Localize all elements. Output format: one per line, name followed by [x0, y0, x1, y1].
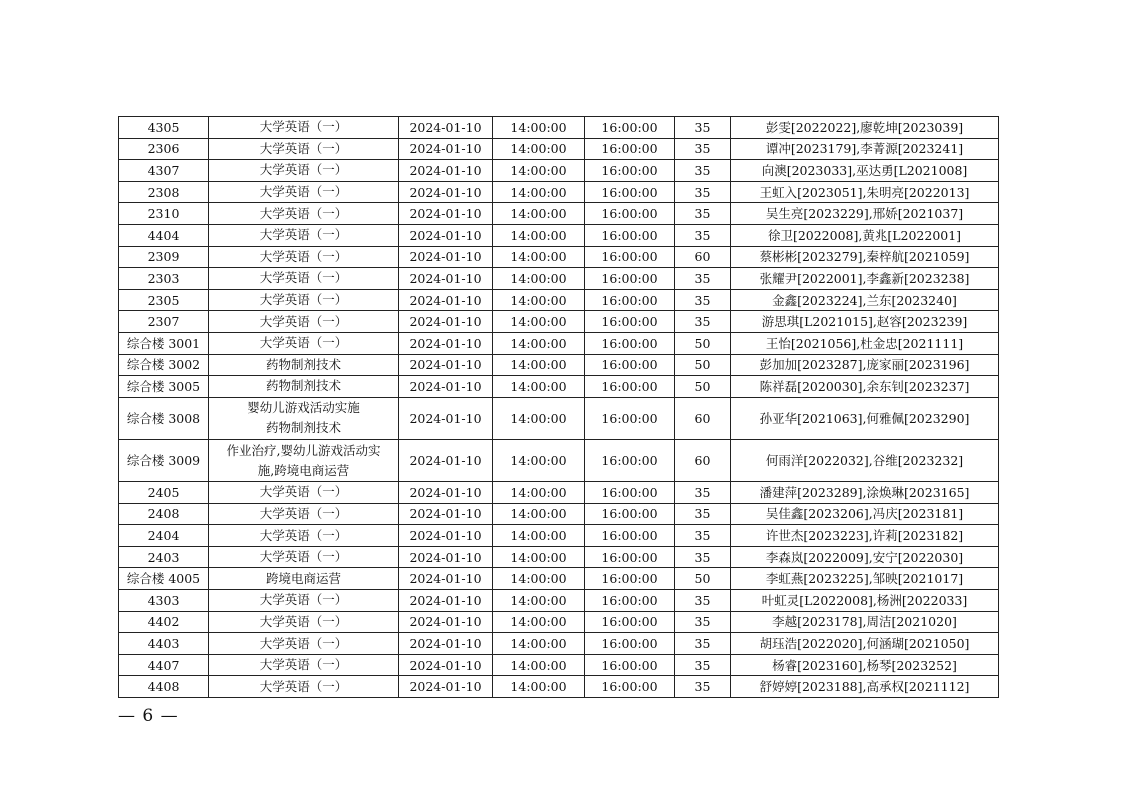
exam-room-cell: 4305 — [119, 117, 209, 139]
course-cell: 大学英语（一） — [209, 289, 399, 311]
exam-date-cell: 2024-01-10 — [399, 654, 493, 676]
table-row — [119, 482, 999, 504]
end-time-cell: 16:00:00 — [585, 611, 675, 633]
student-count-cell: 60 — [675, 246, 731, 268]
table-row — [119, 525, 999, 547]
exam-room-cell: 2308 — [119, 181, 209, 203]
start-time-cell: 14:00:00 — [493, 138, 585, 160]
exam-room-cell: 综合楼 3009 — [119, 439, 209, 481]
proctors-cell: 许世杰[2023223],许莉[2023182] — [731, 525, 999, 547]
table-row — [119, 397, 999, 439]
start-time-cell: 14:00:00 — [493, 503, 585, 525]
student-count-cell: 35 — [675, 117, 731, 139]
start-time-cell: 14:00:00 — [493, 160, 585, 182]
student-count-cell: 35 — [675, 289, 731, 311]
end-time-cell: 16:00:00 — [585, 117, 675, 139]
course-cell: 大学英语（一） — [209, 482, 399, 504]
end-time-cell: 16:00:00 — [585, 654, 675, 676]
table-row — [119, 332, 999, 354]
course-cell: 大学英语（一） — [209, 611, 399, 633]
exam-room-cell: 4403 — [119, 633, 209, 655]
course-cell: 大学英语（一） — [209, 268, 399, 290]
start-time-cell: 14:00:00 — [493, 568, 585, 590]
student-count-cell: 50 — [675, 332, 731, 354]
end-time-cell: 16:00:00 — [585, 354, 675, 376]
student-count-cell: 50 — [675, 354, 731, 376]
student-count-cell: 35 — [675, 503, 731, 525]
course-cell: 大学英语（一） — [209, 224, 399, 246]
exam-room-cell: 2403 — [119, 546, 209, 568]
exam-room-cell: 综合楼 3005 — [119, 376, 209, 398]
student-count-cell: 35 — [675, 633, 731, 655]
exam-date-cell: 2024-01-10 — [399, 376, 493, 398]
proctors-cell: 陈祥磊[2020030],余东钊[2023237] — [731, 376, 999, 398]
exam-date-cell: 2024-01-10 — [399, 311, 493, 333]
table-row — [119, 503, 999, 525]
end-time-cell: 16:00:00 — [585, 289, 675, 311]
student-count-cell: 35 — [675, 311, 731, 333]
course-cell: 大学英语（一） — [209, 503, 399, 525]
student-count-cell: 60 — [675, 439, 731, 481]
student-count-cell: 35 — [675, 676, 731, 698]
proctors-cell: 金鑫[2023224],兰东[2023240] — [731, 289, 999, 311]
table-row — [119, 354, 999, 376]
start-time-cell: 14:00:00 — [493, 268, 585, 290]
course-cell: 大学英语（一） — [209, 633, 399, 655]
student-count-cell: 35 — [675, 224, 731, 246]
end-time-cell: 16:00:00 — [585, 546, 675, 568]
exam-date-cell: 2024-01-10 — [399, 525, 493, 547]
table-row — [119, 633, 999, 655]
proctors-cell: 向澳[2023033],巫达勇[L2021008] — [731, 160, 999, 182]
student-count-cell: 35 — [675, 160, 731, 182]
exam-date-cell: 2024-01-10 — [399, 611, 493, 633]
exam-date-cell: 2024-01-10 — [399, 546, 493, 568]
course-cell: 大学英语（一） — [209, 654, 399, 676]
start-time-cell: 14:00:00 — [493, 676, 585, 698]
exam-date-cell: 2024-01-10 — [399, 117, 493, 139]
course-cell: 作业治疗,婴幼儿游戏活动实 施,跨境电商运营 — [209, 439, 399, 481]
course-cell: 大学英语（一） — [209, 311, 399, 333]
exam-date-cell: 2024-01-10 — [399, 181, 493, 203]
end-time-cell: 16:00:00 — [585, 439, 675, 481]
end-time-cell: 16:00:00 — [585, 224, 675, 246]
end-time-cell: 16:00:00 — [585, 332, 675, 354]
exam-room-cell: 4404 — [119, 224, 209, 246]
exam-schedule-table — [118, 116, 999, 698]
table-row — [119, 439, 999, 481]
exam-date-cell: 2024-01-10 — [399, 203, 493, 225]
table-row — [119, 224, 999, 246]
exam-date-cell: 2024-01-10 — [399, 503, 493, 525]
exam-date-cell: 2024-01-10 — [399, 568, 493, 590]
exam-date-cell: 2024-01-10 — [399, 354, 493, 376]
proctors-cell: 李越[2023178],周洁[2021020] — [731, 611, 999, 633]
student-count-cell: 50 — [675, 376, 731, 398]
exam-date-cell: 2024-01-10 — [399, 289, 493, 311]
course-cell: 大学英语（一） — [209, 590, 399, 612]
exam-room-cell: 2307 — [119, 311, 209, 333]
exam-room-cell: 2309 — [119, 246, 209, 268]
end-time-cell: 16:00:00 — [585, 246, 675, 268]
end-time-cell: 16:00:00 — [585, 503, 675, 525]
table-row — [119, 246, 999, 268]
table-row — [119, 568, 999, 590]
student-count-cell: 35 — [675, 138, 731, 160]
table-row — [119, 160, 999, 182]
page-number: — 6 — — [118, 706, 179, 726]
start-time-cell: 14:00:00 — [493, 439, 585, 481]
exam-date-cell: 2024-01-10 — [399, 397, 493, 439]
exam-date-cell: 2024-01-10 — [399, 160, 493, 182]
start-time-cell: 14:00:00 — [493, 289, 585, 311]
table-row — [119, 311, 999, 333]
end-time-cell: 16:00:00 — [585, 138, 675, 160]
start-time-cell: 14:00:00 — [493, 633, 585, 655]
table-row — [119, 611, 999, 633]
start-time-cell: 14:00:00 — [493, 482, 585, 504]
end-time-cell: 16:00:00 — [585, 268, 675, 290]
table-row — [119, 676, 999, 698]
course-cell: 大学英语（一） — [209, 181, 399, 203]
course-cell: 大学英语（一） — [209, 246, 399, 268]
start-time-cell: 14:00:00 — [493, 525, 585, 547]
proctors-cell: 彭雯[2022022],廖乾坤[2023039] — [731, 117, 999, 139]
exam-date-cell: 2024-01-10 — [399, 590, 493, 612]
end-time-cell: 16:00:00 — [585, 160, 675, 182]
exam-room-cell: 综合楼 3008 — [119, 397, 209, 439]
student-count-cell: 35 — [675, 482, 731, 504]
end-time-cell: 16:00:00 — [585, 482, 675, 504]
table-row — [119, 181, 999, 203]
exam-date-cell: 2024-01-10 — [399, 482, 493, 504]
proctors-cell: 游思琪[L2021015],赵容[2023239] — [731, 311, 999, 333]
start-time-cell: 14:00:00 — [493, 376, 585, 398]
end-time-cell: 16:00:00 — [585, 568, 675, 590]
proctors-cell: 张耀尹[2022001],李鑫新[2023238] — [731, 268, 999, 290]
student-count-cell: 35 — [675, 654, 731, 676]
exam-room-cell: 综合楼 3002 — [119, 354, 209, 376]
proctors-cell: 吴生亮[2023229],邢娇[2021037] — [731, 203, 999, 225]
exam-room-cell: 2310 — [119, 203, 209, 225]
start-time-cell: 14:00:00 — [493, 354, 585, 376]
proctors-cell: 舒婷婷[2023188],高承权[2021112] — [731, 676, 999, 698]
end-time-cell: 16:00:00 — [585, 181, 675, 203]
start-time-cell: 14:00:00 — [493, 117, 585, 139]
exam-room-cell: 4407 — [119, 654, 209, 676]
end-time-cell: 16:00:00 — [585, 376, 675, 398]
course-cell: 大学英语（一） — [209, 525, 399, 547]
course-cell: 药物制剂技术 — [209, 354, 399, 376]
table-row — [119, 203, 999, 225]
student-count-cell: 50 — [675, 568, 731, 590]
proctors-cell: 王虹入[2023051],朱明亮[2022013] — [731, 181, 999, 203]
exam-room-cell: 2306 — [119, 138, 209, 160]
start-time-cell: 14:00:00 — [493, 397, 585, 439]
start-time-cell: 14:00:00 — [493, 181, 585, 203]
table-row — [119, 376, 999, 398]
course-cell: 婴幼儿游戏活动实施 药物制剂技术 — [209, 397, 399, 439]
exam-room-cell: 2404 — [119, 525, 209, 547]
proctors-cell: 徐卫[2022008],黄兆[L2022001] — [731, 224, 999, 246]
proctors-cell: 王怡[2021056],杜金忠[2021111] — [731, 332, 999, 354]
end-time-cell: 16:00:00 — [585, 203, 675, 225]
student-count-cell: 35 — [675, 546, 731, 568]
proctors-cell: 蔡彬彬[2023279],秦梓航[2021059] — [731, 246, 999, 268]
exam-date-cell: 2024-01-10 — [399, 224, 493, 246]
course-cell: 大学英语（一） — [209, 117, 399, 139]
start-time-cell: 14:00:00 — [493, 311, 585, 333]
start-time-cell: 14:00:00 — [493, 332, 585, 354]
start-time-cell: 14:00:00 — [493, 546, 585, 568]
student-count-cell: 35 — [675, 611, 731, 633]
start-time-cell: 14:00:00 — [493, 590, 585, 612]
table-row — [119, 289, 999, 311]
exam-date-cell: 2024-01-10 — [399, 246, 493, 268]
proctors-cell: 谭冲[2023179],李菁源[2023241] — [731, 138, 999, 160]
course-cell: 大学英语（一） — [209, 332, 399, 354]
course-cell: 大学英语（一） — [209, 676, 399, 698]
exam-room-cell: 2305 — [119, 289, 209, 311]
exam-room-cell: 4402 — [119, 611, 209, 633]
proctors-cell: 杨睿[2023160],杨琴[2023252] — [731, 654, 999, 676]
course-cell: 大学英语（一） — [209, 546, 399, 568]
start-time-cell: 14:00:00 — [493, 203, 585, 225]
end-time-cell: 16:00:00 — [585, 525, 675, 547]
start-time-cell: 14:00:00 — [493, 654, 585, 676]
exam-room-cell: 2303 — [119, 268, 209, 290]
table-body — [119, 117, 999, 698]
table-row — [119, 590, 999, 612]
exam-room-cell: 4303 — [119, 590, 209, 612]
table-row — [119, 268, 999, 290]
start-time-cell: 14:00:00 — [493, 224, 585, 246]
student-count-cell: 60 — [675, 397, 731, 439]
student-count-cell: 35 — [675, 268, 731, 290]
end-time-cell: 16:00:00 — [585, 676, 675, 698]
student-count-cell: 35 — [675, 525, 731, 547]
exam-date-cell: 2024-01-10 — [399, 633, 493, 655]
proctors-cell: 叶虹灵[L2022008],杨洲[2022033] — [731, 590, 999, 612]
start-time-cell: 14:00:00 — [493, 611, 585, 633]
exam-room-cell: 2408 — [119, 503, 209, 525]
exam-room-cell: 综合楼 4005 — [119, 568, 209, 590]
proctors-cell: 彭加加[2023287],庞家丽[2023196] — [731, 354, 999, 376]
student-count-cell: 35 — [675, 181, 731, 203]
proctors-cell: 吴佳鑫[2023206],冯庆[2023181] — [731, 503, 999, 525]
end-time-cell: 16:00:00 — [585, 311, 675, 333]
student-count-cell: 35 — [675, 590, 731, 612]
exam-date-cell: 2024-01-10 — [399, 138, 493, 160]
end-time-cell: 16:00:00 — [585, 397, 675, 439]
course-cell: 药物制剂技术 — [209, 376, 399, 398]
table-row — [119, 654, 999, 676]
course-cell: 跨境电商运营 — [209, 568, 399, 590]
exam-date-cell: 2024-01-10 — [399, 676, 493, 698]
exam-room-cell: 4408 — [119, 676, 209, 698]
proctors-cell: 何雨洋[2022032],谷维[2023232] — [731, 439, 999, 481]
table-row — [119, 546, 999, 568]
proctors-cell: 孙亚华[2021063],何雅佩[2023290] — [731, 397, 999, 439]
end-time-cell: 16:00:00 — [585, 633, 675, 655]
exam-room-cell: 4307 — [119, 160, 209, 182]
exam-room-cell: 2405 — [119, 482, 209, 504]
table-row — [119, 138, 999, 160]
proctors-cell: 李虹燕[2023225],邹映[2021017] — [731, 568, 999, 590]
proctors-cell: 李森岚[2022009],安宁[2022030] — [731, 546, 999, 568]
course-cell: 大学英语（一） — [209, 203, 399, 225]
exam-date-cell: 2024-01-10 — [399, 439, 493, 481]
exam-room-cell: 综合楼 3001 — [119, 332, 209, 354]
end-time-cell: 16:00:00 — [585, 590, 675, 612]
start-time-cell: 14:00:00 — [493, 246, 585, 268]
student-count-cell: 35 — [675, 203, 731, 225]
proctors-cell: 胡珏浩[2022020],何涵瑚[2021050] — [731, 633, 999, 655]
exam-date-cell: 2024-01-10 — [399, 332, 493, 354]
table-row — [119, 117, 999, 139]
exam-date-cell: 2024-01-10 — [399, 268, 493, 290]
course-cell: 大学英语（一） — [209, 138, 399, 160]
proctors-cell: 潘建萍[2023289],涂焕琳[2023165] — [731, 482, 999, 504]
course-cell: 大学英语（一） — [209, 160, 399, 182]
